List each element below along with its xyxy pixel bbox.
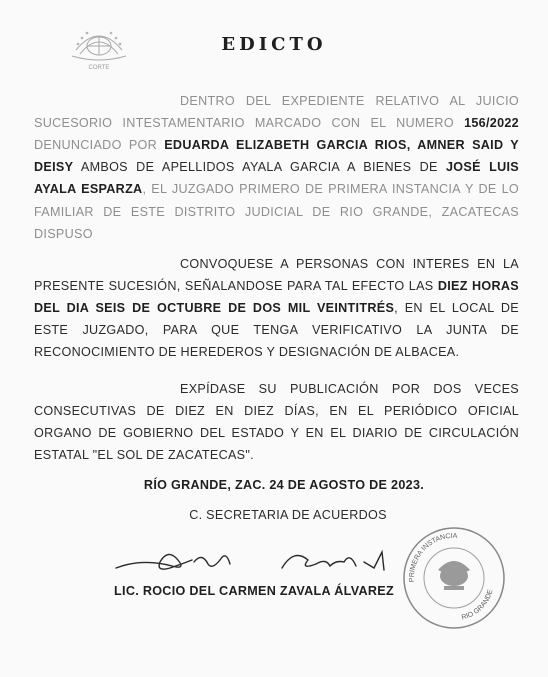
- paragraph-publication: EXPÍDASE SU PUBLICACIÓN POR DOS VECES CONSECUTIVAS DE DIEZ EN DIEZ DÍAS, EN EL PERIÓDICO OFICIAL ORGANO DE GOBIERNO DEL ESTADO Y EN EL DIARIO DE CIRCULACIÓN ESTATAL "EL SOL DE ZACATECAS".: [34, 381, 519, 463]
- signer-role: C. SECRETARIA DE ACUERDOS: [189, 508, 387, 522]
- paragraph-summons: CONVOQUESE A PERSONAS CON INTERES EN LA PRESENTE SUCESIÓN, SEÑALANDOSE PARA TAL EFECTO LAS DIEZ HORAS DEL DIA SEIS DE OCTUBRE DE DOS MIL VEINTITRÉS, EN EL LOCAL DE ESTE JUZGADO, PARA QUE TENGA VERIFICATIVO LA JUNTA DE RECONOCIMIENTO DE HEREDEROS Y DESIGNACIÓN DE ALBACEA.: [34, 256, 520, 360]
- svg-text:RIO GRANDE: RIO GRANDE: [460, 588, 495, 622]
- official-stamp-icon: [398, 522, 510, 634]
- claimant-names: EDUARDA ELIZABETH GARCIA RIOS, AMNER SAID Y DEISY: [34, 138, 519, 175]
- page-title: EDICTO: [221, 34, 327, 55]
- svg-text:CORTE: CORTE: [88, 65, 110, 71]
- paragraph-case-details: DENTRO DEL EXPEDIENTE RELATIVO AL JUICIO SUCESORIO INTESTAMENTARIO MARCADO CON EL NUMERO 156/2022 DENUNCIADO POR EDUARDA ELIZABETH GARCIA RIOS, AMNER SAID Y DEISY AMBOS DE APELLIDOS AYALA GARCIA A BIENES DE JOSÉ LUIS AYALA ESPARZA, EL JUZGADO PRIMERO DE PRIMERA INSTANCIA Y DE LO FAMILIAR DE ESTE DISTRITO JUDICIAL DE RIO GRANDE, ZACATECAS DISPUSO: [34, 93, 519, 241]
- hearing-datetime: DIEZ HORAS DEL DIA SEIS DE OCTUBRE DE DOS MIL VEINTITRÉS: [34, 278, 520, 315]
- handwritten-signature: [112, 538, 402, 582]
- signer-name: LIC. ROCIO DEL CARMEN ZAVALA ÁLVAREZ: [114, 584, 394, 598]
- svg-text:PRIMERA INSTANCIA: PRIMERA INSTANCIA: [408, 532, 458, 583]
- case-number: 156/2022: [464, 115, 519, 130]
- place-date-line: RÍO GRANDE, ZAC. 24 DE AGOSTO DE 2023.: [143, 478, 425, 492]
- deceased-name: JOSÉ LUIS AYALA ESPARZA: [34, 160, 519, 197]
